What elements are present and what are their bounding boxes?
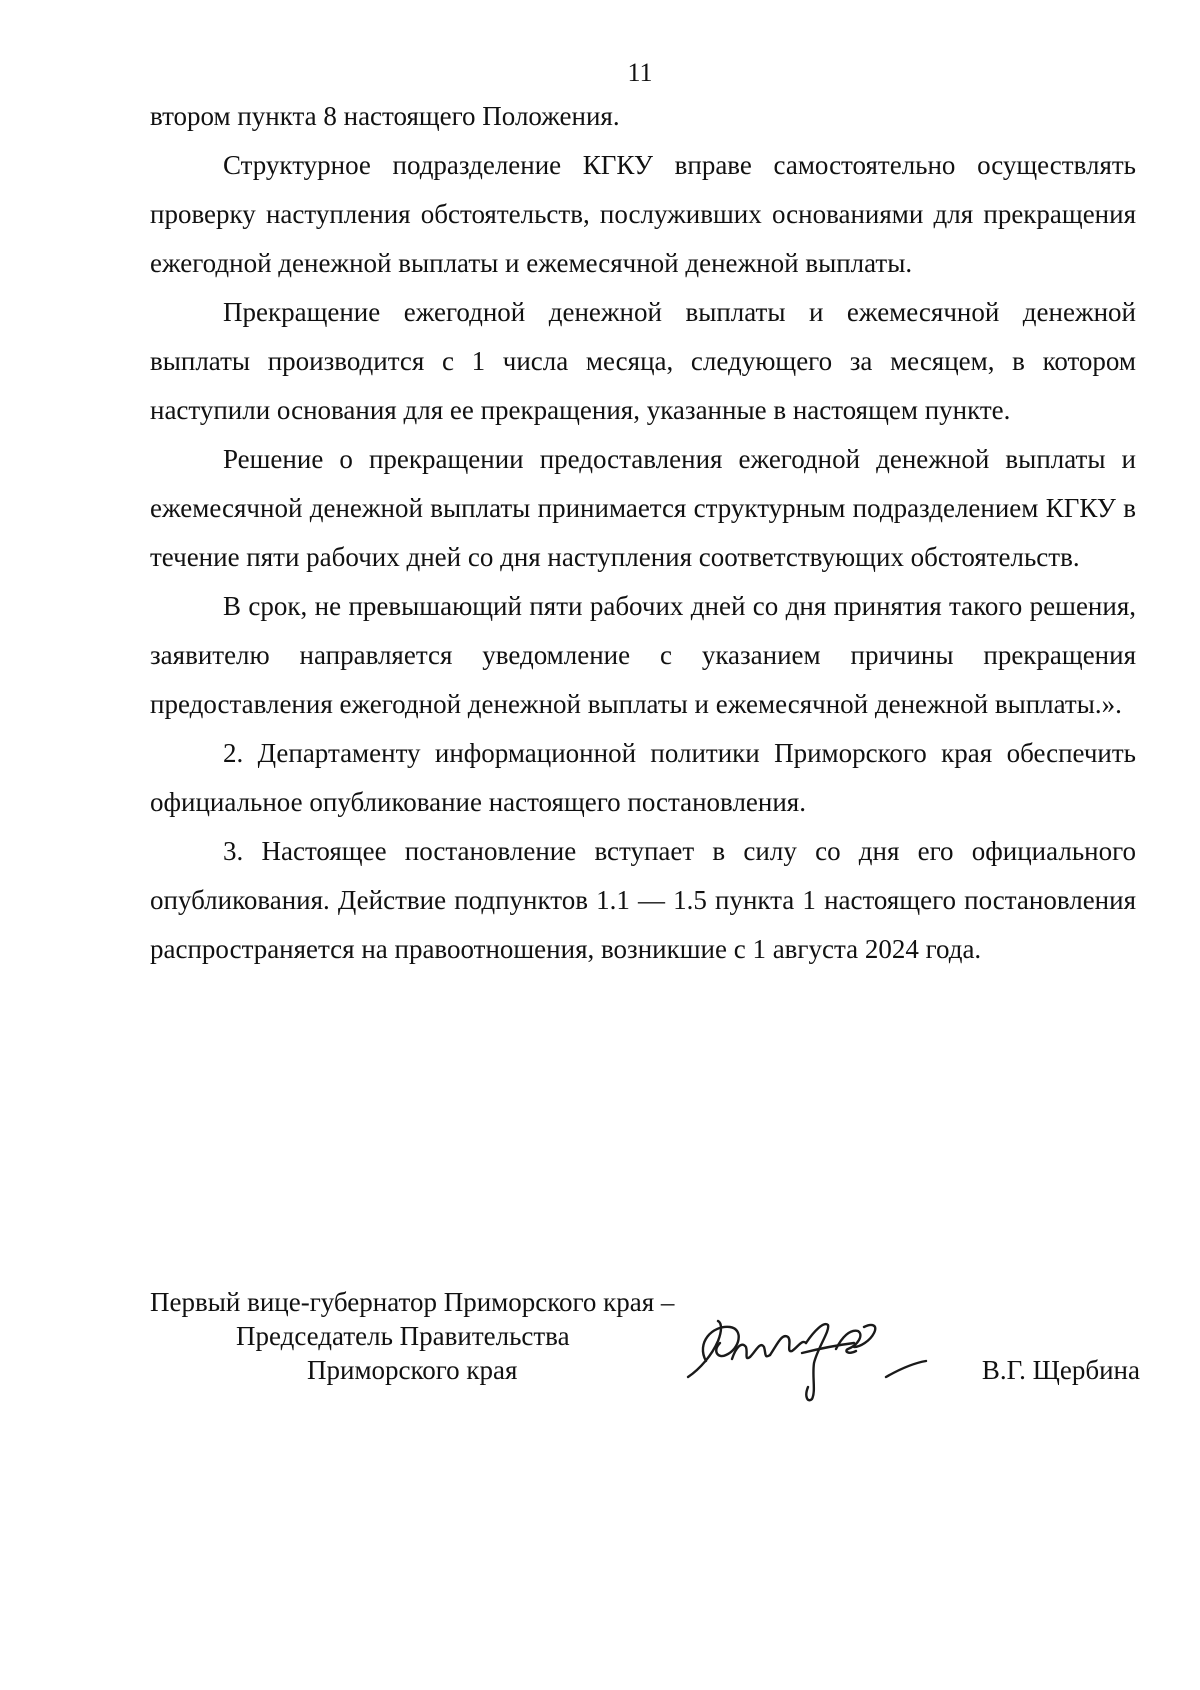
signatory-name: В.Г. Щербина: [981, 1355, 1140, 1385]
paragraph-verification-right: Структурное подразделение КГКУ вправе самостоятельно осуществлять проверку наступления обстоятельств, послуживших основаниями для прекращения ежегодной денежной выплаты и ежемесячной денежной выплаты.: [150, 150, 1136, 278]
signatory-title-line-3: Приморского края: [307, 1355, 518, 1385]
paragraph-termination-date: Прекращение ежегодной денежной выплаты и ежемесячной денежной выплаты производится с 1 числа месяца, следующего за месяцем, в котором наступили основания для ее прекращения, указанные в настоящем пункте.: [150, 297, 1136, 425]
document-body: [150, 92, 1136, 974]
paragraph-item-2-publication: 2. Департаменту информационной политики Приморского края обеспечить официальное опубликование настоящего постановления.: [150, 738, 1136, 817]
paragraph-termination-decision: Решение о прекращении предоставления ежегодной денежной выплаты и ежемесячной денежной выплаты принимается структурным подразделением КГКУ в течение пяти рабочих дней со дня наступления соответствующих обстоятельств.: [150, 444, 1136, 572]
paragraph-notification: В срок, не превышающий пяти рабочих дней со дня принятия такого решения, заявителю направляется уведомление с указанием причины прекращения предоставления ежегодной денежной выплаты и ежемесячной денежной выплаты.».: [150, 591, 1136, 719]
paragraph-item-3-effective-date: 3. Настоящее постановление вступает в силу со дня его официального опубликования. Действие подпунктов 1.1 — 1.5 пункта 1 настоящего постановления распространяется на правоотношения, возникшие с 1 августа 2024 года.: [150, 836, 1136, 964]
signatory-title-line-1: Первый вице-губернатор Приморского края –: [150, 1287, 675, 1317]
signature-block: [150, 1285, 1140, 1415]
signatory-title-line-2: Председатель Правительства: [236, 1321, 570, 1351]
paragraph-continuation: втором пункта 8 настоящего Положения.: [150, 101, 620, 131]
handwritten-signature: [678, 1303, 928, 1413]
page-number: 11: [627, 58, 653, 87]
